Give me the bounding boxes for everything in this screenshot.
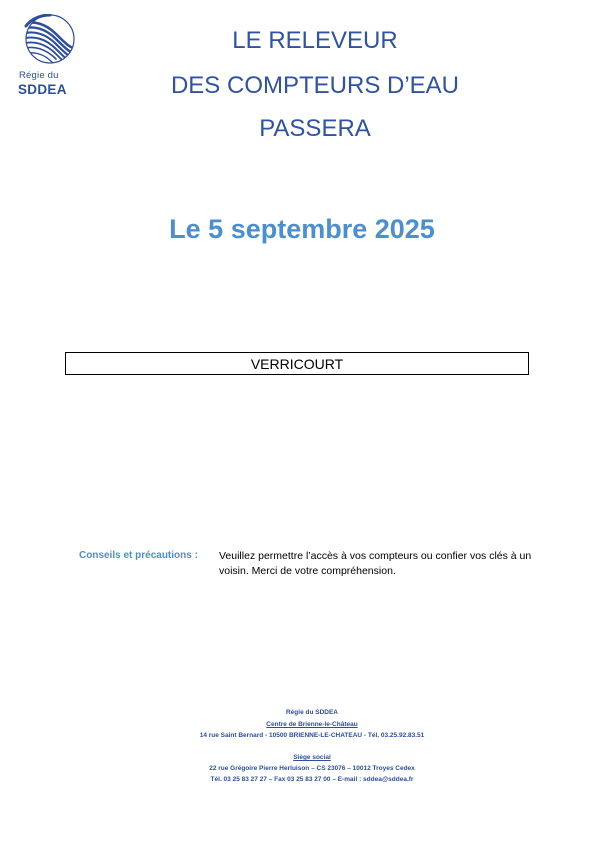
- sddea-wave-globe-icon: [20, 14, 78, 64]
- footer-siege-address: 22 rue Grégoire Pierre Herluison – CS 23076 – 10012 Troyes Cedex: [209, 765, 415, 772]
- footer-contact: Tél. 03 25 83 27 27 – Fax 03 25 83 27 00 – E-mail : sddea@sddea.fr: [210, 776, 414, 783]
- footer-centre-address: 14 rue Saint Bernard - 10500 BRIENNE-LE-CHATEAU - Tél. 03.25.92.83.51: [199, 732, 425, 739]
- commune-box: [65, 352, 529, 375]
- sddea-logo: [18, 14, 82, 104]
- reading-date: Le 5 septembre 2025: [169, 214, 435, 244]
- footer-siege-label: Siège social: [293, 754, 331, 761]
- headline-line-2: DES COMPTEURS D’EAU: [170, 72, 460, 99]
- advice-label: Conseils et précautions :: [79, 550, 198, 561]
- headline-line-3: PASSERA: [259, 115, 371, 142]
- advice-text: Veuillez permettre l’accès à vos compteurs ou confier vos clés à un voisin. Merci de votre compréhension.: [219, 550, 532, 577]
- commune-name: VERRICOURT: [250, 356, 344, 372]
- footer-org: Régie du SDDEA: [285, 709, 338, 716]
- logo-text-sddea: SDDEA: [18, 82, 67, 97]
- headline-line-1: LE RELEVEUR: [232, 27, 398, 54]
- logo-text-regie: Régie du: [19, 70, 59, 81]
- footer-centre: Centre de Brienne-le-Château: [266, 721, 358, 728]
